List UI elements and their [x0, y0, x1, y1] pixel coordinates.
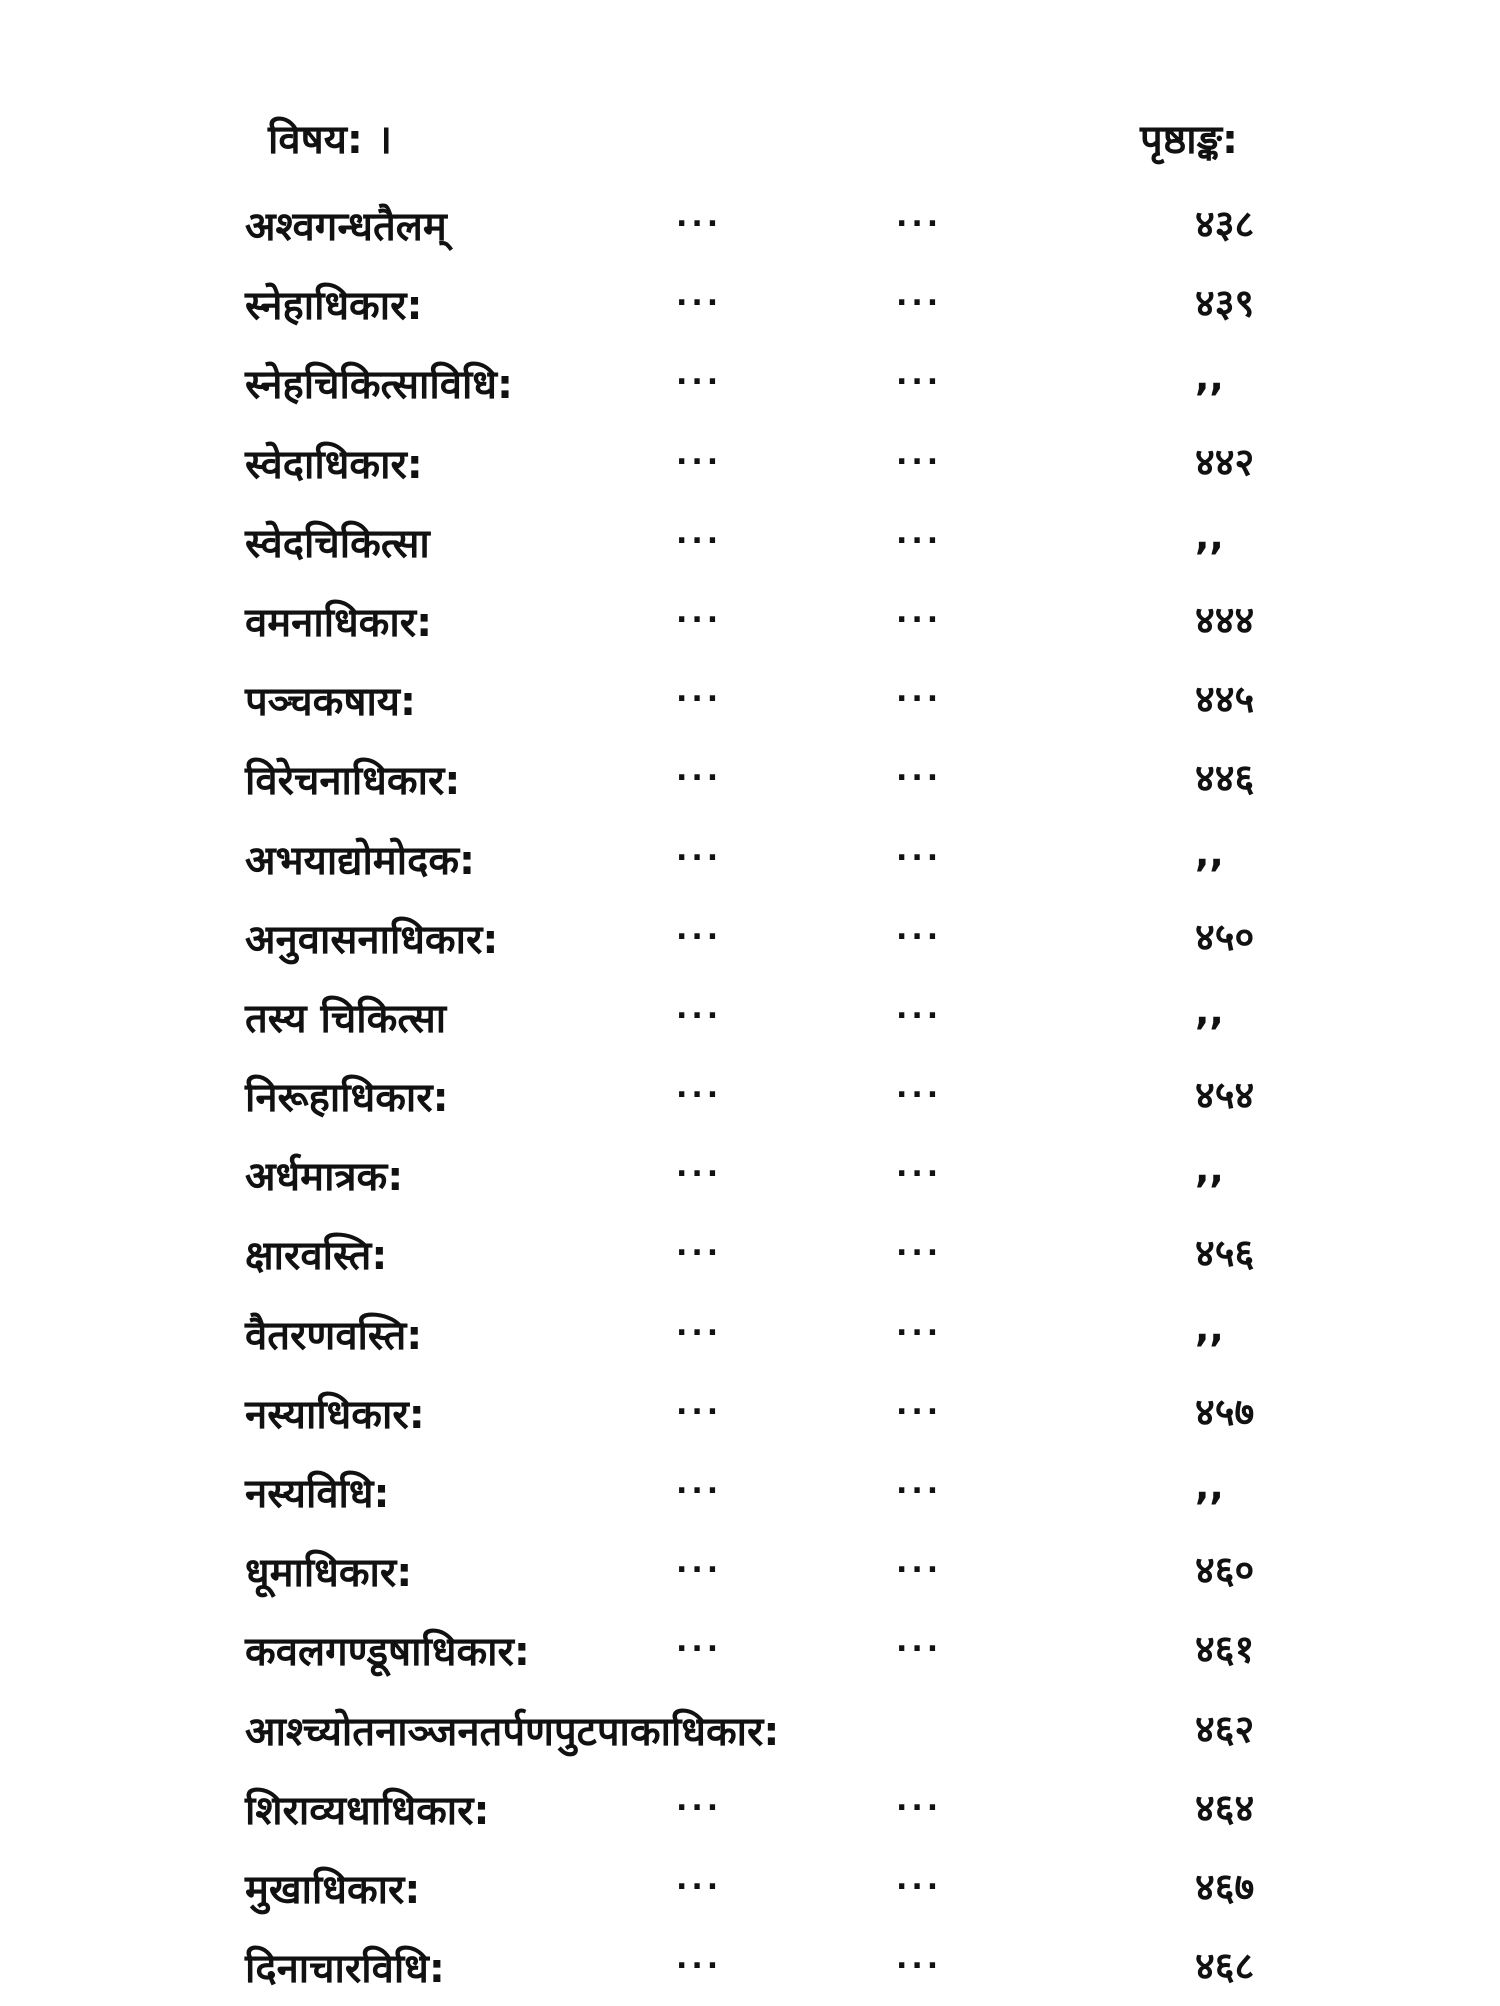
toc-entry	[0, 1135, 1500, 1214]
entry-title: नस्यविधि:	[245, 1471, 390, 1517]
entry-title: अश्वगन्धतैलम्	[245, 204, 447, 250]
entry-title: दिनाचारविधि:	[245, 1946, 445, 1993]
toc-entry	[0, 1452, 1500, 1531]
toc-entry	[0, 185, 1500, 264]
toc-list	[0, 185, 1500, 2006]
entry-page-number: ४६४	[1195, 1785, 1255, 1830]
entry-leader-dots: ...	[676, 1782, 723, 1818]
entry-title: स्नेहचिकित्साविधि:	[245, 362, 513, 409]
toc-entry	[0, 343, 1500, 422]
entry-leader-dots: ...	[896, 832, 943, 868]
toc-entry	[0, 1373, 1500, 1452]
toc-entry	[0, 581, 1500, 660]
entry-title: वैतरणवस्ति:	[245, 1312, 423, 1359]
entry-title: मुखाधिकार:	[245, 1866, 421, 1913]
page-column-heading: पृष्ठाङ्क:	[1140, 117, 1238, 163]
entry-leader-dots: ...	[676, 1386, 723, 1422]
entry-title: अभयाद्योमोदक:	[245, 837, 476, 884]
entry-leader-dots: ...	[896, 1624, 943, 1660]
entry-title: आश्च्योतनाञ्जनतर्पणपुटपाकाधिकार:	[245, 1708, 780, 1755]
entry-leader-dots: ...	[676, 1228, 723, 1264]
entry-page-number: ,,	[1195, 830, 1224, 875]
entry-title: शिराव्यधाधिकार:	[245, 1787, 490, 1834]
entry-page-number: ४६८	[1195, 1944, 1255, 1989]
entry-title: धूमाधिकार:	[245, 1550, 413, 1597]
toc-entry	[0, 898, 1500, 977]
entry-leader-dots: ...	[896, 753, 943, 789]
entry-page-number: ४६२	[1195, 1706, 1255, 1751]
entry-leader-dots: ...	[896, 1861, 943, 1897]
toc-entry	[0, 1294, 1500, 1373]
toc-entry	[0, 1769, 1500, 1848]
entry-leader-dots: ...	[896, 1466, 943, 1501]
entry-leader-dots: ...	[676, 832, 723, 868]
entry-leader-dots: ...	[676, 1070, 723, 1106]
subject-column-heading: विषय: ।	[268, 117, 393, 163]
toc-entry	[0, 423, 1500, 502]
entry-leader-dots: ...	[676, 1466, 723, 1501]
entry-page-number: ,,	[1195, 355, 1224, 400]
entry-page-number: ४४६	[1195, 756, 1255, 801]
entry-leader-dots: ...	[896, 674, 943, 710]
entry-page-number: ,,	[1195, 1305, 1224, 1350]
entry-leader-dots: ...	[896, 1149, 943, 1185]
entry-page-number: ४४५	[1195, 677, 1255, 722]
entry-title: स्वेदाधिकार:	[245, 441, 423, 488]
toc-entry	[0, 1848, 1500, 1927]
entry-leader-dots: ...	[676, 1624, 723, 1660]
toc-entry	[0, 739, 1500, 818]
entry-leader-dots: ...	[676, 436, 723, 472]
entry-leader-dots: ...	[896, 1228, 943, 1264]
entry-title: कवलगण्डूषाधिकार:	[245, 1629, 530, 1676]
entry-title: अर्धमात्रक:	[245, 1154, 404, 1201]
entry-page-number: ४४२	[1195, 439, 1255, 484]
entry-leader-dots: ...	[676, 1941, 723, 1977]
toc-header	[0, 110, 1500, 170]
entry-page-number: ४३८	[1195, 202, 1255, 246]
entry-title: क्षारवस्ति:	[245, 1233, 388, 1280]
toc-entry	[0, 1927, 1500, 2006]
toc-entry	[0, 1690, 1500, 1769]
entry-leader-dots: ...	[676, 1861, 723, 1897]
entry-title: अनुवासनाधिकार:	[245, 916, 499, 963]
entry-leader-dots: ...	[676, 911, 723, 947]
entry-title: वमनाधिकार:	[245, 599, 433, 646]
entry-leader-dots: ...	[896, 1307, 943, 1343]
entry-page-number: ४५६	[1195, 1231, 1255, 1276]
entry-page-number: ४५७	[1195, 1389, 1255, 1434]
entry-page-number: ४६१	[1195, 1627, 1255, 1672]
entry-title: निरूहाधिकार:	[245, 1075, 449, 1122]
entry-page-number: ४५४	[1195, 1073, 1255, 1118]
entry-leader-dots: ...	[896, 1545, 943, 1581]
entry-page-number: ,,	[1195, 988, 1224, 1033]
toc-entry	[0, 977, 1500, 1056]
toc-entry	[0, 1056, 1500, 1135]
entry-leader-dots: ...	[896, 594, 943, 630]
entry-leader-dots: ...	[676, 594, 723, 630]
toc-entry	[0, 1214, 1500, 1293]
entry-title: स्वेदचिकित्सा	[245, 520, 430, 567]
toc-entry	[0, 660, 1500, 739]
entry-leader-dots: ...	[896, 357, 943, 393]
entry-leader-dots: ...	[676, 515, 723, 551]
entry-leader-dots: ...	[676, 199, 723, 234]
entry-leader-dots: ...	[896, 436, 943, 472]
entry-leader-dots: ...	[676, 753, 723, 789]
toc-entry	[0, 819, 1500, 898]
entry-leader-dots: ...	[676, 357, 723, 393]
entry-page-number: ४४४	[1195, 597, 1255, 642]
entry-leader-dots: ...	[896, 1782, 943, 1818]
entry-title: विरेचनाधिकार:	[245, 758, 461, 805]
toc-entry	[0, 1610, 1500, 1689]
entry-page-number: ४६०	[1195, 1548, 1255, 1593]
entry-title: स्नेहाधिकार:	[245, 283, 423, 330]
entry-page-number: ,,	[1195, 1147, 1224, 1192]
entry-page-number: ,,	[1195, 513, 1224, 558]
toc-entry	[0, 264, 1500, 343]
entry-leader-dots: ...	[676, 674, 723, 710]
entry-leader-dots: ...	[896, 990, 943, 1026]
toc-entry	[0, 502, 1500, 581]
toc-entry	[0, 1531, 1500, 1610]
entry-leader-dots: ...	[896, 1386, 943, 1422]
entry-title: तस्य चिकित्सा	[245, 995, 447, 1042]
entry-leader-dots: ...	[676, 990, 723, 1026]
entry-leader-dots: ...	[896, 515, 943, 551]
entry-leader-dots: ...	[676, 1149, 723, 1185]
entry-leader-dots: ...	[896, 278, 943, 314]
entry-leader-dots: ...	[896, 199, 943, 234]
entry-page-number: ,,	[1195, 1464, 1224, 1508]
entry-leader-dots: ...	[676, 1545, 723, 1581]
entry-leader-dots: ...	[676, 278, 723, 314]
entry-leader-dots: ...	[896, 911, 943, 947]
entry-leader-dots: ...	[896, 1941, 943, 1977]
entry-page-number: ४५०	[1195, 914, 1255, 959]
entry-title: नस्याधिकार:	[245, 1391, 425, 1438]
entry-leader-dots: ...	[676, 1307, 723, 1343]
entry-page-number: ४६७	[1195, 1864, 1255, 1909]
entry-title: पञ्चकषाय:	[245, 679, 416, 726]
entry-leader-dots: ...	[896, 1070, 943, 1106]
entry-page-number: ४३९	[1195, 281, 1255, 326]
